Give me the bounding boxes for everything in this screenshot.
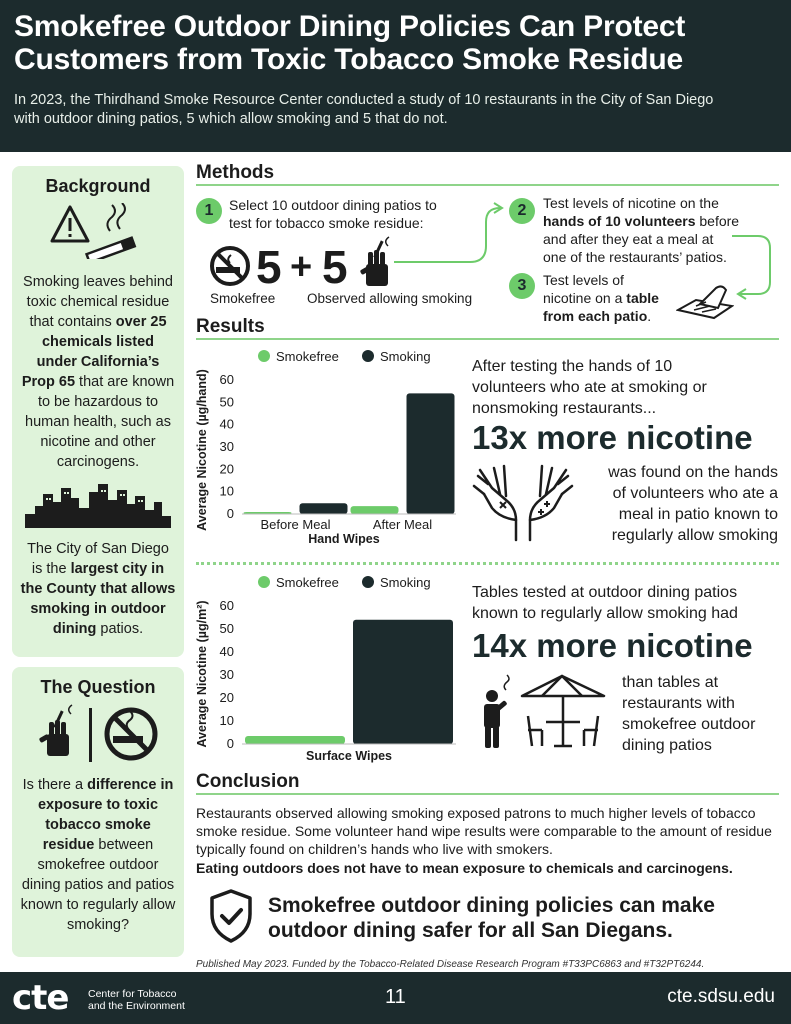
page-number: 11 <box>385 986 406 1008</box>
cte-logo: cte <box>12 978 69 1018</box>
chart1-category-0: Before Meal <box>260 517 331 532</box>
page-title: Smokefree Outdoor Dining Policies Can Protect Customers from Toxic Tobacco Smoke Residue <box>14 10 686 76</box>
chart2-legend <box>258 575 431 590</box>
results-title: Results <box>196 316 265 337</box>
shield-check-icon <box>208 888 254 944</box>
conclusion-text: Restaurants observed allowing smoking exposed patrons to much higher levels of tobacco smoke residue. Some volunteer hand wipe results were comparable to the amount of residue typically found on children’s hands who live with smokers. <box>196 805 772 857</box>
conclusion-title: Conclusion <box>196 771 300 792</box>
smoking-vs-no-smoking-icon <box>33 704 163 764</box>
chart2-y-tick-0: 0 <box>226 736 234 751</box>
chart1-legend-swatch-1 <box>362 350 374 362</box>
chart1-legend-label-1: Smoking <box>380 349 431 364</box>
patio-smoker-icon <box>472 668 618 752</box>
chart2-y-tick-2: 20 <box>219 690 234 705</box>
table-result-detail: than tables at restaurants with smokefree outdoor dining patios <box>622 674 756 754</box>
chart1-y-tick-5: 50 <box>219 394 234 410</box>
wiping-table-icon <box>676 280 734 322</box>
methods-title: Methods <box>196 162 275 183</box>
step-1-text: Select 10 outdoor dining patios to test for tobacco smoke residue: <box>229 197 437 231</box>
smokefree-count: 5 <box>256 241 282 293</box>
results-divider <box>196 562 779 565</box>
intro-text: In 2023, the Thirdhand Smoke Resource Center conducted a study of 10 restaurants in the City of San Diego with outdoor dining patios, 5 which allow smoking and 5 that do not. <box>14 92 714 127</box>
background-panel <box>12 166 184 657</box>
org-name: Center for Tobacco and the Environment <box>88 988 185 1012</box>
final-message: Smokefree outdoor dining policies can make outdoor dining safer for all San Diegans. <box>268 894 715 942</box>
funding-credit: Published May 2023. Funded by the Tobacco-Related Disease Research Program #T33PC6863 and #T32PT6244. <box>196 959 705 970</box>
chart2-y-tick-3: 30 <box>219 667 234 682</box>
chart2-legend-swatch-0 <box>258 576 270 588</box>
chart2-y-axis-label: Average Nicotine (µg/m²) <box>195 600 209 748</box>
background-text-1: Smoking leaves behind toxic chemical residue that contains over 25 chemicals listed under California’s Prop 65 that are known to be hazardous to human health, such as nicotine and other carcinogens. <box>21 274 175 470</box>
smoking-count: 5 <box>322 241 348 293</box>
chart2-bar-0-0 <box>245 736 345 744</box>
surface-wipes-chart <box>194 570 464 770</box>
chart2-y-tick-5: 50 <box>219 621 234 636</box>
methods-rule <box>196 184 779 186</box>
website-link[interactable]: cte.sdsu.edu <box>667 986 775 1007</box>
flow-arrow-1-2 <box>390 200 510 280</box>
chart2-y-ticks <box>220 598 234 751</box>
question-text: Is there a difference in exposure to toxic tobacco smoke residue between smokefree outdoor dining patios and patios known to regularly allow smoking? <box>20 777 176 933</box>
chart1-category-1: After Meal <box>372 517 433 532</box>
chart1-y-tick-6: 60 <box>219 372 234 387</box>
step-2-text: Test levels of nicotine on the hands of 10 volunteers before and after they eat a meal at one of the restaurants’ patios. <box>543 195 740 265</box>
no-smoking-icon <box>208 244 252 288</box>
smoking-caption: Observed allowing smoking <box>307 291 473 306</box>
results-rule <box>196 338 779 340</box>
conclusion-emphasis: Eating outdoors does not have to mean exposure to chemicals and carcinogens. <box>196 860 733 876</box>
chart1-y-ticks <box>220 372 234 521</box>
chart2-y-tick-6: 60 <box>219 598 234 613</box>
table-result-headline: 14x more nicotine <box>472 627 753 664</box>
chart1-bar-1-0 <box>351 506 399 514</box>
chart2-legend-swatch-1 <box>362 576 374 588</box>
chart2-y-tick-4: 40 <box>219 644 234 659</box>
chart1-legend <box>258 349 431 364</box>
warning-smoking-icon <box>48 203 148 259</box>
hand-result-headline: 13x more nicotine <box>472 419 753 456</box>
chart1-y-tick-1: 10 <box>219 483 234 499</box>
background-text-2: The City of San Diego is the largest city in the County that allows smoking in outdoor dining patios. <box>20 541 176 637</box>
step-2-badge: 2 <box>509 198 535 224</box>
chart1-bar-1-1 <box>407 393 455 514</box>
chart1-y-axis-label: Average Nicotine (µg/hand) <box>195 369 209 531</box>
chart1-legend-label-0: Smokefree <box>276 349 339 364</box>
city-skyline-icon <box>23 482 173 528</box>
chart1-legend-swatch-0 <box>258 350 270 362</box>
step-3-text: Test levels of nicotine on a table from each patio. <box>543 272 659 324</box>
chart1-x-axis-label: Hand Wipes <box>308 532 380 546</box>
chart1-y-tick-4: 40 <box>219 416 234 432</box>
conclusion-rule <box>196 793 779 795</box>
chart2-legend-label-0: Smokefree <box>276 575 339 590</box>
header-banner <box>0 0 791 152</box>
table-result-intro: Tables tested at outdoor dining patios known to regularly allow smoking had <box>472 584 738 622</box>
flow-arrow-2-3 <box>728 232 776 302</box>
question-panel <box>12 667 184 957</box>
step-3-badge: 3 <box>509 273 535 299</box>
hand-wipes-chart <box>194 344 464 554</box>
chart2-y-tick-1: 10 <box>219 713 234 728</box>
chart2-legend-label-1: Smoking <box>380 575 431 590</box>
chart1-categories <box>260 517 432 532</box>
hand-result-detail: was found on the hands of volunteers who ate a meal in patio known to regularly allow smoking <box>608 464 778 544</box>
open-hands-icon <box>470 460 576 544</box>
hand-result-intro: After testing the hands of 10 volunteers who ate at smoking or nonsmoking restaurants... <box>472 358 707 417</box>
step-1-badge: 1 <box>196 198 222 224</box>
chart1-bar-0-1 <box>300 503 348 514</box>
question-title: The Question <box>40 677 156 697</box>
background-title: Background <box>45 176 151 196</box>
chart1-y-tick-2: 20 <box>219 461 234 477</box>
chart1-bars <box>244 393 455 514</box>
smokefree-caption: Smokefree <box>210 291 276 306</box>
footer-bar <box>0 972 791 1024</box>
chart2-categories <box>306 749 392 763</box>
chart2-bar-0-1 <box>353 620 453 744</box>
chart2-category-0: Surface Wipes <box>305 749 393 763</box>
chart2-bars <box>245 620 453 744</box>
chart1-y-tick-3: 30 <box>219 439 234 454</box>
chart1-y-tick-0: 0 <box>226 506 234 521</box>
plus-sign: + <box>290 246 313 288</box>
